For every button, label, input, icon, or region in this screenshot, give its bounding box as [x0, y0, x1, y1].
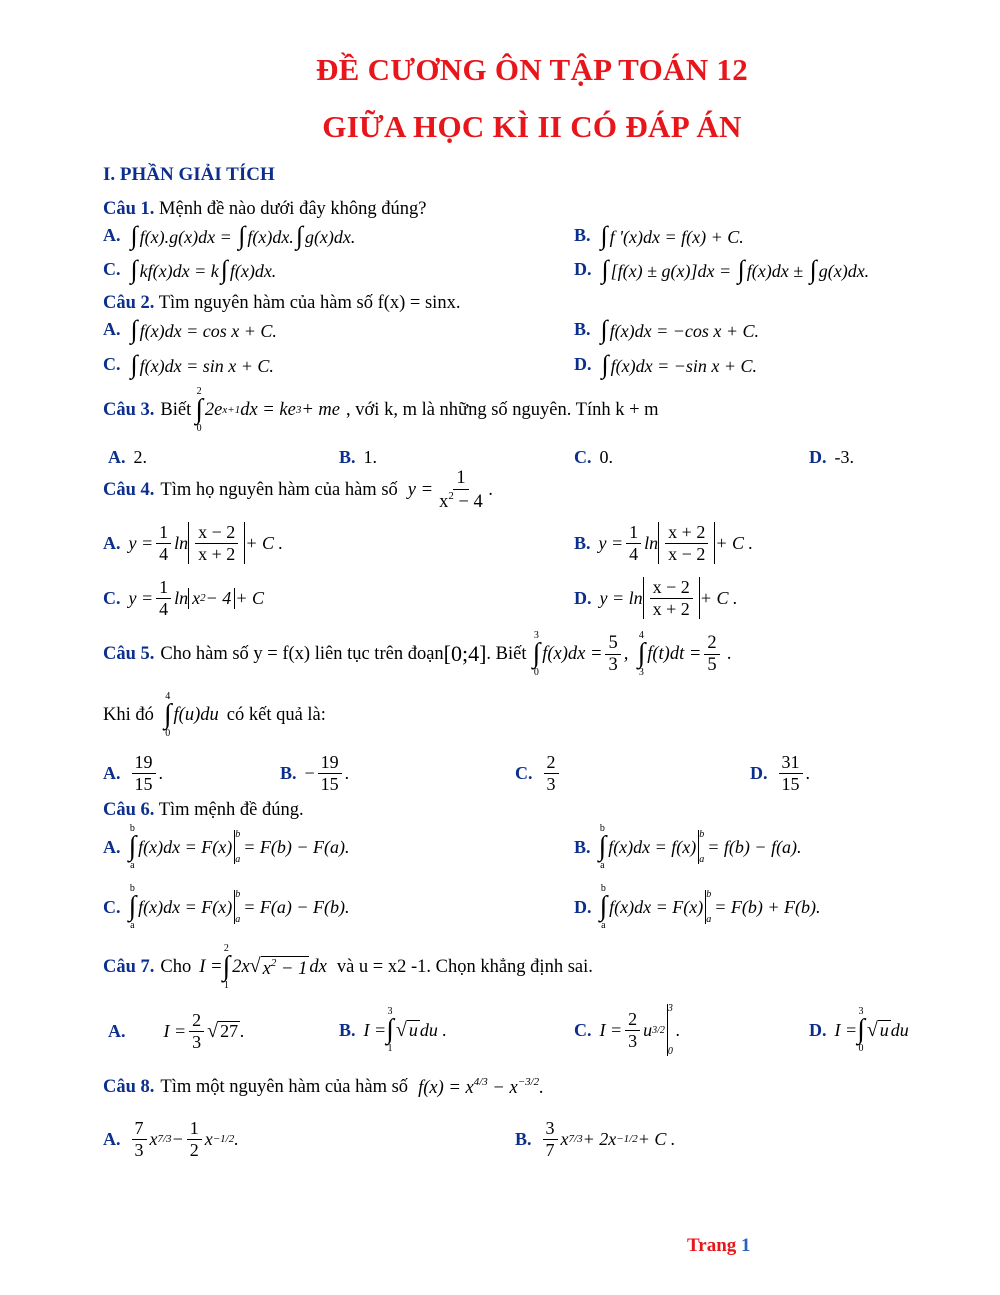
q6-option-a[interactable]	[103, 824, 350, 871]
question-label: Câu 1.	[103, 199, 155, 219]
question-8	[103, 1076, 544, 1099]
question-3	[103, 387, 659, 434]
formula: I = $\frac{2}{3}$ u 3/2 3 0 .	[599, 1003, 681, 1057]
question-label: Câu 6.	[103, 800, 155, 820]
q8-option-a[interactable]	[103, 1118, 239, 1160]
question-2	[103, 293, 460, 314]
option-label: B.	[574, 224, 591, 245]
option-label: B.	[339, 1019, 356, 1040]
formula: $f(x) = x^{4/3} - x^{-3/2}$.	[418, 1076, 544, 1098]
q2-option-d[interactable]	[574, 351, 757, 377]
formula: I = $\frac{2}{3}$ √ 27 .	[163, 1010, 245, 1052]
q5-option-c[interactable]	[515, 752, 562, 794]
option-label: A.	[103, 224, 121, 245]
option-label: D.	[809, 447, 827, 467]
question-label: Câu 7.	[103, 956, 155, 977]
question-7	[103, 944, 593, 991]
page-footer	[687, 1235, 751, 1257]
formula: y = $\frac{1}{4}$ ln $\frac{x + 2}{x - 2}$ + C .	[598, 522, 753, 564]
question-stem: Tìm mệnh đề đúng.	[158, 800, 304, 820]
question-label: Câu 8.	[103, 1077, 155, 1097]
option-label: B.	[574, 532, 591, 553]
q2-option-b[interactable]	[574, 316, 759, 342]
option-label: D.	[750, 762, 768, 783]
option-label: A.	[103, 762, 121, 783]
q5-option-d[interactable]	[750, 752, 810, 794]
page-number: 1	[741, 1235, 751, 1256]
q1-option-c[interactable]	[103, 256, 276, 282]
interval: [0;4]	[443, 641, 487, 667]
q3-option-b[interactable]	[339, 447, 377, 468]
option-label: A.	[108, 447, 126, 467]
title-line-1: ĐỀ CƯƠNG ÔN TẬP TOÁN 12	[315, 52, 749, 87]
q6-option-d[interactable]	[574, 884, 821, 931]
q1-option-b[interactable]	[574, 222, 744, 248]
formula: ∫ f '(x)dx = f(x) + C.	[600, 221, 744, 250]
question-6	[103, 800, 304, 821]
question-stem-2: Khi đó	[103, 704, 154, 725]
option-label: A.	[103, 318, 121, 339]
formula: y = $\frac{1}{x^2 - 4}$ .	[407, 468, 494, 513]
question-stem: Mệnh đề nào dưới đây không đúng?	[159, 199, 427, 219]
option-label: D.	[574, 587, 592, 608]
question-label: Câu 5.	[103, 643, 155, 664]
q3-option-c[interactable]	[574, 447, 613, 468]
question-stem-mid: . Biết	[486, 643, 527, 664]
formula: ∫ [f(x) ± g(x)]dx = ∫ f(x)dx ± ∫ g(x)dx.	[601, 255, 870, 284]
option-text: -3.	[834, 447, 854, 467]
option-label: C.	[103, 587, 121, 608]
option-label: B.	[574, 318, 591, 339]
option-label: C.	[103, 353, 121, 374]
q2-option-c[interactable]	[103, 351, 274, 377]
formula: y = $\frac{1}{4}$ ln x 2 − 4 + C	[128, 577, 264, 619]
formula: 2 ∫ 0 2e x+1 dx = ke 3 + me	[195, 386, 341, 434]
formula: 4 ∫ 0 f(u)du	[163, 691, 219, 739]
q2-option-a[interactable]	[103, 316, 277, 342]
question-stem-rest: và u = x2 -1. Chọn khẳng định sai.	[336, 956, 593, 977]
question-label: Câu 4.	[103, 480, 155, 501]
q7-option-b[interactable]	[339, 1007, 447, 1054]
q6-option-b[interactable]	[574, 824, 802, 871]
formula: I = 3 ∫ 1 √ u du .	[363, 1006, 447, 1054]
formula: ∫ f(x)dx = cos x + C.	[130, 315, 277, 344]
formula: b ∫ a f(x)dx = F(x) b a = F(b) + F(b).	[599, 883, 821, 931]
formula: − $\frac{19}{15}$ .	[304, 752, 350, 794]
q5-option-a[interactable]	[103, 752, 163, 794]
q7-option-a[interactable]	[108, 1010, 245, 1052]
question-5-line-2	[103, 692, 326, 739]
formula: $\frac{31}{15}$ .	[776, 752, 811, 794]
question-5	[103, 631, 732, 678]
question-stem: Biết	[160, 399, 192, 420]
q3-option-d[interactable]	[809, 447, 854, 468]
formula: b ∫ a f(x)dx = f(x) b a = f(b) − f(a).	[598, 823, 802, 871]
option-text: 0.	[599, 447, 613, 467]
option-label: A.	[103, 532, 121, 553]
q5-option-b[interactable]	[280, 752, 349, 794]
question-stem: Tìm một nguyên hàm của hàm số	[160, 1077, 409, 1097]
page-word: Trang	[687, 1235, 737, 1256]
formula: ∫ kf(x)dx = k∫ f(x)dx.	[130, 255, 277, 284]
formula: $\frac{3}{7}$ x 7/3 + 2x −1/2 + C .	[540, 1118, 676, 1160]
formula: b ∫ a f(x)dx = F(x) b a = F(a) − F(b).	[128, 883, 350, 931]
q3-option-a[interactable]	[108, 447, 147, 468]
question-4	[103, 468, 493, 514]
option-label: C.	[103, 896, 121, 917]
title-line-2: GIỮA HỌC KÌ II CÓ ĐÁP ÁN	[322, 109, 742, 144]
option-label: C.	[574, 447, 592, 467]
option-label: A.	[108, 1020, 126, 1041]
q7-option-c[interactable]	[574, 1003, 680, 1057]
formula: ∫ f(x)dx = −cos x + C.	[600, 315, 760, 344]
question-label: Câu 2.	[103, 293, 155, 313]
formula: $\frac{7}{3}$ x 7/3 − $\frac{1}{2}$ x −1/2 .	[129, 1118, 239, 1160]
option-label: C.	[574, 1019, 592, 1040]
option-label: D.	[809, 1019, 827, 1040]
formula: y = ln $\frac{x - 2}{x + 2}$ + C .	[599, 577, 738, 619]
formula: ∫ f(x)dx = sin x + C.	[130, 350, 274, 379]
formula: y = $\frac{1}{4}$ ln $\frac{x - 2}{x + 2}$ + C .	[128, 522, 283, 564]
option-label: B.	[280, 762, 297, 783]
q7-option-d[interactable]	[809, 1007, 909, 1054]
option-label: B.	[515, 1128, 532, 1149]
option-label: D.	[574, 896, 592, 917]
section-heading: I. PHẦN GIẢI TÍCH	[103, 164, 275, 185]
option-label: A.	[103, 1128, 121, 1149]
option-label: C.	[103, 258, 121, 279]
q4-option-a[interactable]	[103, 522, 283, 564]
question-stem: Cho	[160, 956, 192, 977]
option-label: A.	[103, 836, 121, 857]
formula: b ∫ a f(x)dx = F(x) b a = F(b) − F(a).	[128, 823, 350, 871]
q1-option-d[interactable]	[574, 256, 869, 282]
option-text: 2.	[133, 447, 147, 467]
q1-option-a[interactable]	[103, 222, 355, 248]
q6-option-c[interactable]	[103, 884, 350, 931]
question-stem-2-rest: có kết quả là:	[226, 704, 326, 725]
question-stem-rest: , với k, m là những số nguyên. Tính k + m	[346, 399, 659, 420]
formula: ∫ f(x).g(x)dx = ∫ f(x)dx.∫ g(x)dx.	[130, 221, 356, 250]
formula: ∫ f(x)dx = −sin x + C.	[601, 350, 758, 379]
option-label: B.	[339, 447, 356, 467]
option-label: B.	[574, 836, 591, 857]
option-label: D.	[574, 353, 592, 374]
q4-option-c[interactable]	[103, 577, 264, 619]
option-label: C.	[515, 762, 533, 783]
question-stem: Tìm nguyên hàm của hàm số f(x) = sinx.	[158, 293, 461, 313]
question-label: Câu 3.	[103, 399, 155, 420]
formula: $\frac{2}{3}$	[541, 752, 562, 794]
formula: I = 3 ∫ 0 √ u du	[834, 1006, 909, 1054]
question-stem: Cho hàm số y = f(x) liên tục trên đoạn	[160, 643, 444, 664]
formula: $\frac{19}{15}$ .	[129, 752, 164, 794]
question-stem: Tìm họ nguyên hàm của hàm số	[160, 480, 398, 501]
option-label: D.	[574, 258, 592, 279]
q8-option-b[interactable]	[515, 1118, 675, 1160]
option-text: 1.	[363, 447, 378, 467]
formula: I = 2 ∫ 1 2x √ $x^2 - 1$ dx	[199, 943, 327, 991]
q4-option-b[interactable]	[574, 522, 753, 564]
question-1	[103, 199, 427, 220]
formula: 3 ∫ 0 f(x)dx = $\frac{5}{3}$ , 4 ∫ 3 f(t)dt = $\frac{2}{5}$ .	[532, 630, 732, 678]
q4-option-d[interactable]	[574, 577, 737, 619]
